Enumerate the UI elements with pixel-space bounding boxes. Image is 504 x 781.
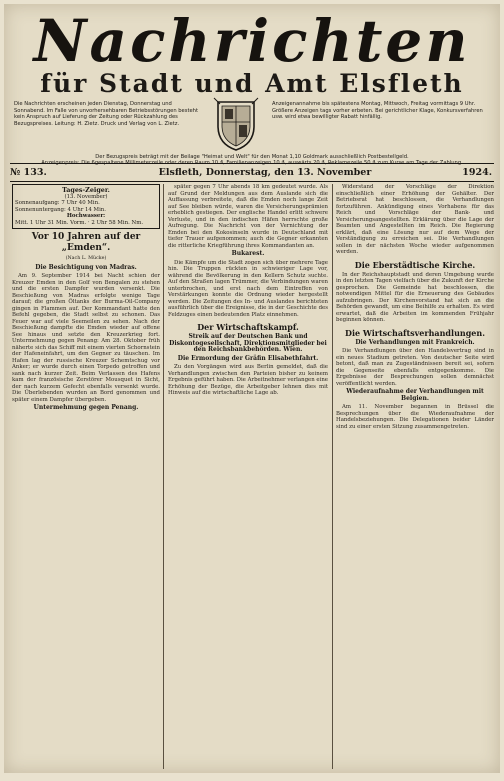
issue-year: 1924. (462, 167, 492, 178)
article-body: Die Verhandlungen über den Handelsvertrag sind in ein neues Stadium getreten. Von deutscher Seite wird betont, daß man zu Zugeständnissen bereit sei, sofern die Gegenseite ebenfalls entgegenkomme. Die Ergebnisse der Besprechungen sollen demnächst veröffentlicht werden. (336, 348, 494, 387)
newspaper-title: Nachrichten (33, 7, 471, 75)
box-date: (13. November) (64, 193, 108, 200)
sunrise: Sonnenaufgang: 7 Uhr 40 Min. (15, 200, 100, 206)
article-subheading: Die Ermordung der Gräfin Elisabethfahrt. (177, 354, 319, 362)
article-subheading: Die Verhandlungen mit Frankreich. (355, 338, 475, 346)
article-subheading: Streik auf der Deutschen Bank und Diskontogesellschaft, Direktionsmitglieder bei den Reichsbankbehörden. Wien. (169, 333, 327, 353)
article-subheading: Die Besichtigung von Madras. (35, 263, 137, 271)
section-heading: Die Eberstädtische Kirche. (354, 259, 476, 270)
advertising-info: Anzeigenannahme bis spätestens Montag, Mittwoch, Freitag vormittags 9 Uhr. Größere Anzeigen tags vorher erbeten. Bei gerichtlicher Klage, Konkursverfahren usw. wird etwa bewilligter Rabatt hinfällig. (272, 101, 483, 121)
dateline (10, 166, 494, 180)
newspaper-page (4, 4, 500, 773)
divider (10, 181, 494, 182)
article-body: Widerstand der Vorschläge der Direktion einschließlich einer Erhöhung der Gehälter. Der Betriebsrat hat beschlossen, die Verhandlungen fortzuführen. Ankündigung eines Vorhabens für das Reich und Vorschläge der Bank- und Versicherungsangestellten. Erklärung über die Lage der Beamten und Angestellten im Reich. Die Regierung erklärt, daß eine Lösung nur auf dem Wege der Verständigung zu erreichen sei. Die Verhandlungen sollen in der nächsten Woche wieder aufgenommen werden. (336, 184, 494, 255)
issue-date: Elsfleth, Donnerstag, den 13. November (158, 167, 372, 178)
issue-number: № 133. (10, 167, 47, 178)
article-subheading: Untermehmung gegen Penang. (33, 404, 139, 411)
article-body: später gegen 7 Uhr abends 18 km gedeutet wurde. Als auf Grund der Meldungen aus dem Auslande sich die Auffassung verbreitete, daß die Emden noch lange Zeit auf See bleiben würde, waren die Versicherungsprämien erheblich gestiegen. Der englische Handel erlitt schwere Verluste, und in den indischen Häfen herrschte große Aufregung. Die Nachricht von der Vernichtung der Emden bei den Kokosinseln wurde in Deutschland mit tiefer Trauer aufgenommen; auch die Gegner erkannten die ritterliche Kriegführung ihres Kommandanten an. (168, 184, 328, 249)
subscription-price: Der Bezugspreis beträgt mit der Beilage "Heimat und Welt" für den Monat 1,10 Goldmark ausschließlich Postbestellgeld. (95, 154, 409, 160)
day-indicator-box (12, 184, 160, 229)
article-body: Am 9. September 1914 bei Nacht schien der Kreuzer Emden in den Golf von Bengalen zu stehen und die ersten Dampfer wurden versenkt. Die Beschießung von Madras erfolgte wenige Tage darauf; die großen Öltanks der Burma-Oil-Company gingen in Flammen auf. Der Kommandant hatte den Befehl gegeben, die Stadt selbst zu schonen. Das Feuer war auf viele Seemeilen zu sehen. Nach der Beschießung dampfte die Emden wieder auf offene See hinaus und setzte den Kreuzerkrieg fort. Untermehmung gegen Penang: Am 28. Oktober früh näherte sich das Schiff mit einem vierten Schornstein der Hafeneinfahrt, um den Gegner zu täuschen. Im Hafen lag der russische Kreuzer Schemtschug vor Anker; er wurde durch einen Torpedo getroffen und sank nach kurzer Zeit. Beim Verlassen des Hafens kam der französische Zerstörer Mousquet in Sicht, der nach kurzem Gefecht ebenfalls versenkt wurde. Die Überlebenden wurden an Bord genommen und später einem Dampfer übergeben. (12, 273, 160, 403)
section-heading: Der Wirtschaftskampf. (197, 322, 299, 332)
price-bar (10, 154, 494, 166)
article-subheading: Wiederaufnahme der Verhandlungen mit Belgien. (346, 388, 484, 402)
masthead (10, 8, 494, 158)
column-divider (332, 184, 333, 769)
article-body: Die Kämpfe um die Stadt zogen sich über mehrere Tage hin. Die Truppen rückten in schwieriger Lage vor, während die Bevölkerung in den Kellern Schutz suchte. Auf den Straßen lagen Trümmer, die Verbindungen waren unterbrochen, und erst nach dem Eintreffen von Verstärkungen konnte die Ordnung wieder hergestellt werden. Die Zeitungen des In- und Auslandes berichteten ausführlich über die Ereignisse, die in der Geschichte des Feldzuges einen bedeutenden Platz einnehmen. (168, 259, 328, 318)
publication-info: Die Nachrichten erscheinen jeden Dienstag, Donnerstag und Sonnabend. Im Falle von unvorhersehbaren Betriebsstörungen besteht kein Anspruch auf Lieferung der Zeitung oder Rückzahlung des Bezugspreises. Leitung: H. Zietz. Druck und Verlag von L. Zietz. (14, 101, 198, 127)
newspaper-subtitle: für Stadt und Amt Elsfleth (40, 69, 464, 98)
high-water-label: Hochwasser: (66, 213, 106, 219)
column-divider (163, 184, 164, 769)
article-source: (Nach L. Mücke) (65, 256, 107, 261)
coat-of-arms-icon (210, 96, 262, 152)
column-2 (168, 184, 328, 769)
section-heading: Die Wirtschaftsverhandlungen. (345, 327, 485, 338)
sunset: Sonnenuntergang: 4 Uhr 14 Min. (15, 206, 106, 213)
article-body: Zu den Vorgängen wird aus Berlin gemeldet, daß die Verhandlungen zwischen den Parteien bisher zu keinem Ergebnis geführt haben. Die Arbeitnehmer verlangen eine Erhöhung der Bezüge, die Arbeitgeber lehnen dies mit Hinweis auf die wirtschaftliche Lage ab. (168, 364, 328, 396)
article-body: In der Reichshauptstadt und deren Umgebung wurde in den letzten Tagen vielfach über die Zukunft der Kirche gesprochen. Die Gemeinde hat beschlossen, die notwendigen Mittel für die Erneuerung des Gebäudes aufzubringen. Der Kirchenvorstand hat sich an die Behörden gewandt, um eine Beihilfe zu erhalten. Es wird erwartet, daß die Arbeiten im kommenden Frühjahr beginnen können. (336, 271, 494, 323)
article-headline: Vor 10 Jahren auf der „Emden“. (31, 232, 141, 253)
article-subheading: Bukarest. (231, 250, 265, 257)
column-1 (12, 184, 160, 769)
article-body: Am 11. November begannen in Brüssel die Besprechungen über die Wiederaufnahme der Handelsbeziehungen. Die Delegationen beider Länder sind zu einer ersten Sitzung zusammengetreten. (336, 404, 494, 430)
column-3 (336, 184, 494, 769)
high-water-times: Mitt. 1 Uhr 31 Min. Vorm. · 2 Uhr 58 Min. Nm. (15, 219, 144, 226)
box-title: Tages-Zeiger. (62, 186, 110, 194)
divider (10, 163, 494, 164)
